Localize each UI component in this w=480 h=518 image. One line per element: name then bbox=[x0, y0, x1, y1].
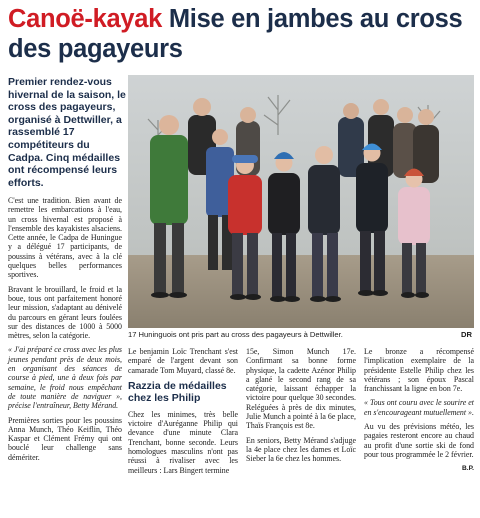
lede-paragraph: Premier rendez-vous hivernal de la saison, le cross des pagayeurs, organisé à Dettwiller, a rassemblé 17 compétiteurs du Cadpa. Cinq médailles ont récompensé leurs efforts. bbox=[8, 76, 126, 189]
subheading: Razzia de médailles chez les Philip bbox=[128, 379, 227, 404]
body-paragraph: Le bronze a récompensé l'implication exemplaire de la présidente Estelle Philip chez les vétérans ; son époux Pascal franchissant la ligne en bon 7e. bbox=[364, 347, 474, 394]
article-column-4 bbox=[364, 347, 474, 474]
body-paragraph: Bravant le brouillard, le froid et la boue, tous ont parfaitement honoré leur mission, s'adaptant au dénivelé du parcours en gérant leurs foulées sur des distances de 1000 à 5000 mètres, selon la catégorie. bbox=[8, 284, 122, 341]
body-paragraph: Chez les minimes, très belle victoire d'Auréganne Philip qui devance d'une minute Clara Trenchant, bonne seconde. Leurs homologues masculins n'ont pas réussi à rivaliser avec les meilleurs : Lars Bingert termine bbox=[128, 409, 238, 475]
article-column-3 bbox=[246, 347, 356, 469]
headline-title: Mise en jambes au cross des pagayeurs bbox=[8, 5, 463, 63]
article-photo bbox=[128, 75, 474, 328]
caption-text: 17 Huninguois ont pris part au cross des pagayeurs à Dettwiller. bbox=[128, 330, 343, 339]
photo-credit: DR bbox=[461, 330, 472, 339]
body-paragraph: C'est une tradition. Bien avant de remettre les embarcations à l'eau, un cross hivernal est proposé à l'ensemble des kayakistes alsaciens. Cette année, le Cadpa de Huningue y a délégué 17 participants, de poussins à vétérans, avec à la clé quelques belles performances sportives. bbox=[8, 196, 122, 280]
body-paragraph: En seniors, Betty Mérand s'adjuge la 4e place chez les dames et Loïc Sieber la 6e chez les hommes. bbox=[246, 435, 356, 464]
quote-paragraph: « J'ai préparé ce cross avec les plus jeunes pendant près de deux mois, en organisant des séances de course à pied, une à deux fois par semaine, le froid nous empêchant de toute manière de naviguer », précise l'entraîneur, Betty Mérand. bbox=[8, 345, 122, 411]
body-paragraph: Premières sorties pour les poussins Anna Munch, Théo Keiflin, Théo Kaspar et Clément Frémy qui ont bouclé leur challenge sans démériter. bbox=[8, 415, 122, 462]
body-paragraph: Le benjamin Loïc Trenchant s'est emparé de l'argent devant son camarade Tom Muyard, classé 8e. bbox=[128, 347, 238, 375]
group-photo-illustration bbox=[128, 75, 474, 328]
photo-caption bbox=[128, 330, 474, 340]
headline bbox=[8, 4, 474, 64]
article-column-1 bbox=[8, 196, 122, 467]
headline-kicker: Canoë-kayak bbox=[8, 5, 163, 33]
article-column-2 bbox=[128, 347, 238, 480]
quote-paragraph: « Tous ont couru avec le sourire et en s'encourageant mutuellement ». bbox=[364, 398, 474, 417]
body-paragraph: 15e, Simon Munch 17e. Confirmant sa bonne forme physique, la cadette Azénor Philip a glané le second rang de sa catégorie, laissant échapper la victoire pour quelque 30 secondes. Reléguées à près de dix minutes, Julie Munch a pointé à la 6e place, Thaïs François est 8e. bbox=[246, 347, 356, 431]
author-signature: B.P. bbox=[462, 465, 474, 473]
body-paragraph: Au vu des prévisions météo, les pagaies resteront encore au chaud au profit d'une sortie ski de fond pour tous programmée le 2 février. bbox=[364, 422, 474, 459]
